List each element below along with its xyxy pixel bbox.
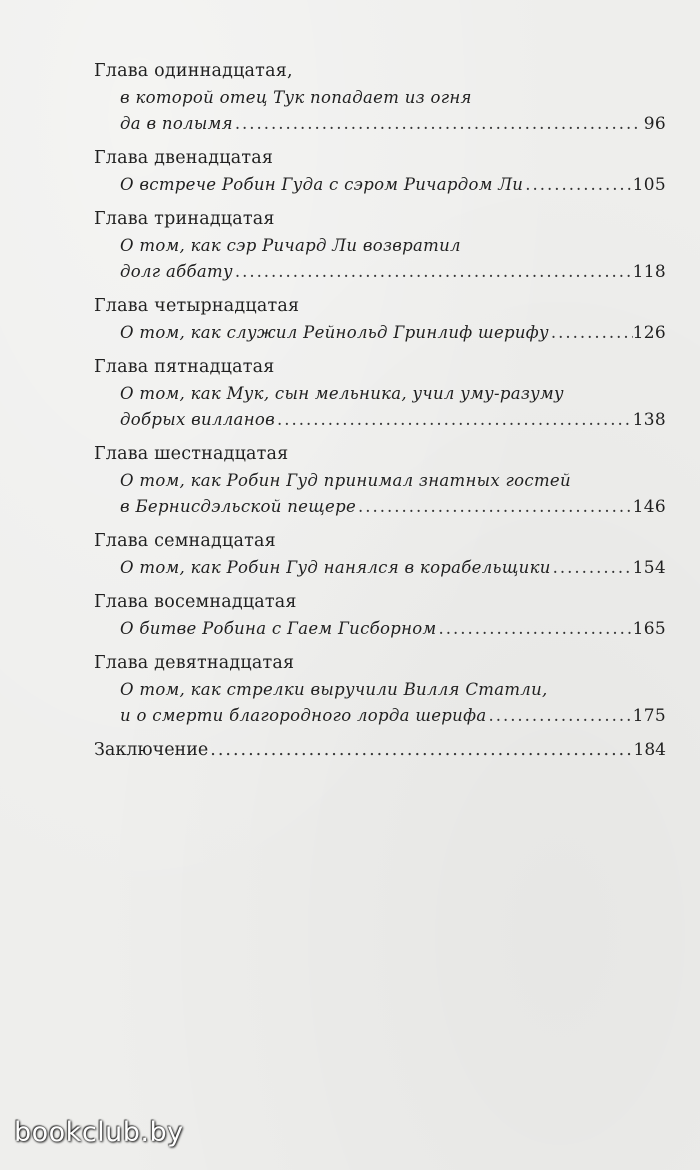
toc-entry <box>94 589 666 642</box>
chapter-subtitle-last-line <box>94 494 666 520</box>
dot-leader <box>523 172 632 198</box>
chapter-subtitle-text: да в полымя <box>120 114 233 133</box>
chapter-subtitle-last-line <box>94 555 666 581</box>
chapter-subtitle-last-line <box>94 320 666 346</box>
chapter-subtitle-last-line <box>94 172 666 198</box>
toc-entry-conclusion <box>94 737 666 764</box>
dot-leader <box>549 320 633 346</box>
chapter-subtitle-line: О том, как Робин Гуд принимал знатных гостей <box>120 471 571 490</box>
chapter-subtitle-last-line <box>94 111 666 137</box>
page-number: 165 <box>632 619 666 639</box>
chapter-subtitle-text: О встрече Робин Гуда с сэром Ричардом Ли <box>120 175 524 194</box>
page-number: 184 <box>633 740 666 760</box>
chapter-subtitle-text: долг аббату <box>120 262 233 281</box>
conclusion-line <box>94 737 666 764</box>
dot-leader <box>486 703 632 729</box>
page-number: 146 <box>632 497 666 517</box>
dot-leader <box>233 111 638 137</box>
page-number: 105 <box>632 175 666 195</box>
chapter-subtitle-text: добрых вилланов <box>120 410 275 429</box>
chapter-subtitle-last-line <box>94 616 666 642</box>
toc-entry <box>94 528 666 581</box>
dot-leader <box>551 555 633 581</box>
chapter-title: Глава четырнадцатая <box>94 296 300 316</box>
toc-entry <box>94 354 666 433</box>
toc-entry <box>94 58 666 137</box>
toc-entry <box>94 206 666 285</box>
chapter-subtitle-text: и о смерти благородного лорда шерифа <box>120 706 487 725</box>
page-number: 118 <box>632 262 666 282</box>
toc-entry <box>94 293 666 346</box>
dot-leader <box>208 737 633 764</box>
page-number: 138 <box>632 410 666 430</box>
chapter-title: Глава восемнадцатая <box>94 592 297 612</box>
chapter-subtitle-text: О том, как Робин Гуд нанялся в корабельщики <box>120 558 551 577</box>
dot-leader <box>437 616 633 642</box>
chapter-title: Глава семнадцатая <box>94 531 276 551</box>
toc-entry <box>94 145 666 198</box>
chapter-subtitle-text: О битве Робина с Гаем Гисборном <box>120 619 437 638</box>
chapter-subtitle-line: О том, как стрелки выручили Вилля Статли, <box>120 680 548 699</box>
page-number: 126 <box>632 323 666 343</box>
conclusion-label: Заключение <box>94 740 209 760</box>
chapter-subtitle-line: в которой отец Тук попадает из огня <box>120 88 472 107</box>
chapter-title: Глава тринадцатая <box>94 209 275 229</box>
chapter-subtitle-line: О том, как Мук, сын мельника, учил уму-разуму <box>120 384 564 403</box>
page-number: 154 <box>632 558 666 578</box>
page-number: 175 <box>632 706 666 726</box>
dot-leader <box>356 494 633 520</box>
chapter-title: Глава двенадцатая <box>94 148 274 168</box>
toc-entry <box>94 441 666 520</box>
chapter-title: Глава пятнадцатая <box>94 357 275 377</box>
chapter-subtitle-last-line <box>94 407 666 433</box>
dot-leader <box>233 259 633 285</box>
chapter-subtitle-last-line <box>94 259 666 285</box>
chapter-title: Глава шестнадцатая <box>94 444 289 464</box>
table-of-contents <box>94 58 666 772</box>
chapter-subtitle-text: в Бернисдэльской пещере <box>120 497 357 516</box>
chapter-subtitle-last-line <box>94 703 666 729</box>
chapter-subtitle-line: О том, как сэр Ричард Ли возвратил <box>120 236 461 255</box>
chapter-subtitle-text: О том, как служил Рейнольд Гринлиф шерифу <box>120 323 549 342</box>
page-number: 96 <box>643 114 666 134</box>
chapter-title: Глава девятнадцатая <box>94 653 295 673</box>
chapter-title: Глава одиннадцатая, <box>94 61 293 81</box>
site-watermark: bookclub.by <box>14 1117 184 1148</box>
toc-entry <box>94 650 666 729</box>
dot-leader <box>275 407 633 433</box>
